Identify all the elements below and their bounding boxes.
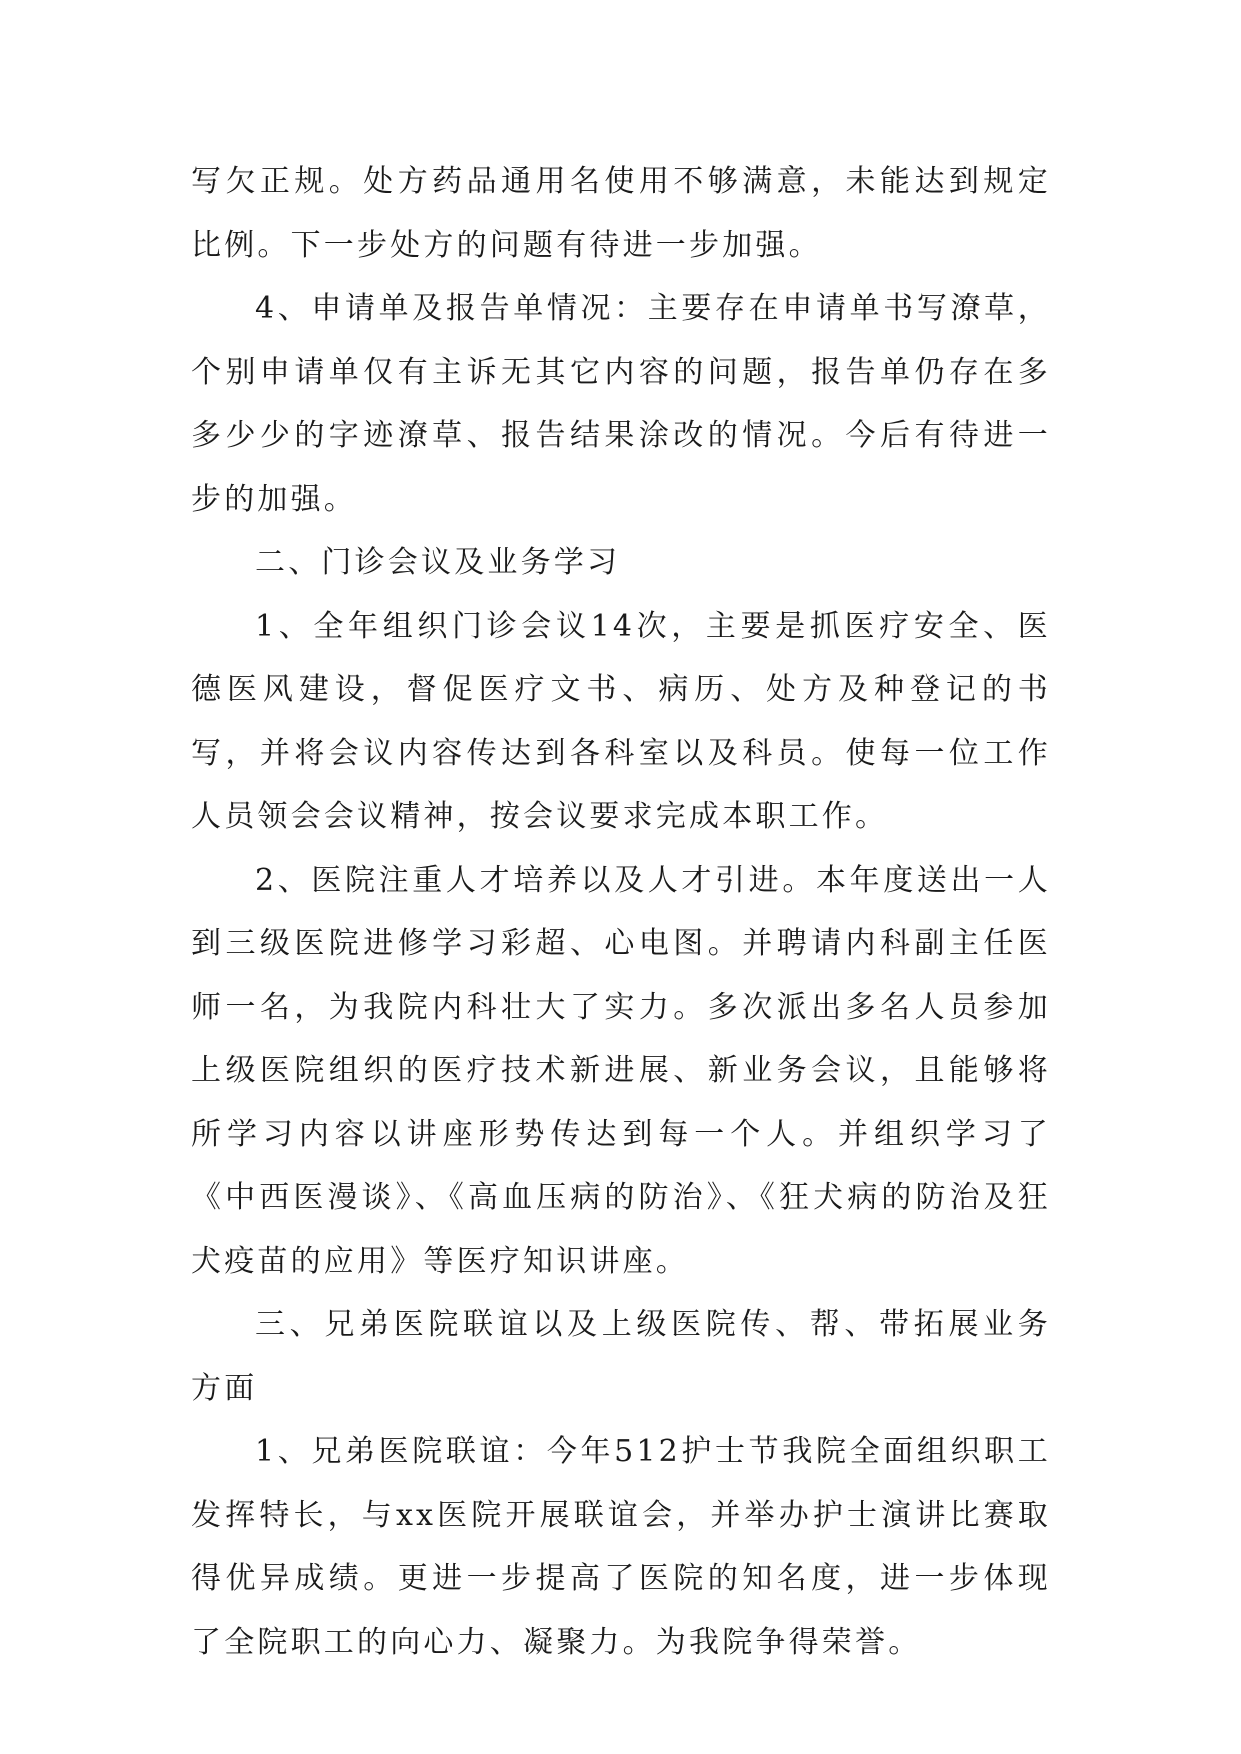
document-body <box>191 150 1051 1674</box>
paragraph-request-report-forms: 4、申请单及报告单情况：主要存在申请单书写潦草，个别申请单仅有主诉无其它内容的问题，报告单仍存在多多少少的字迹潦草、报告结果涂改的情况。今后有待进一步的加强。 <box>191 291 1051 517</box>
section-heading-hospital-fellowship: 三、兄弟医院联谊以及上级医院传、帮、带拓展业务方面 <box>191 1307 1051 1406</box>
section-heading-outpatient-meetings: 二、门诊会议及业务学习 <box>255 545 621 580</box>
paragraph-outpatient-meetings: 1、全年组织门诊会议14次，主要是抓医疗安全、医德医风建设，督促医疗文书、病历、处方及种登记的书写，并将会议内容传达到各科室以及科员。使每一位工作人员领会会议精神，按会议要求完成本职工作。 <box>191 608 1051 834</box>
paragraph-hospital-fellowship: 1、兄弟医院联谊：今年512护士节我院全面组织职工发挥特长，与xx医院开展联谊会，并举办护士演讲比赛取得优异成绩。更进一步提高了医院的知名度，进一步体现了全院职工的向心力、凝聚力。为我院争得荣誉。 <box>191 1434 1051 1660</box>
paragraph-talent-training: 2、医院注重人才培养以及人才引进。本年度送出一人到三级医院进修学习彩超、心电图。并聘请内科副主任医师一名，为我院内科壮大了实力。多次派出多名人员参加上级医院组织的医疗技术新进展、新业务会议，且能够将所学习内容以讲座形势传达到每一个人。并组织学习了《中西医漫谈》、《高血压病的防治》、《狂犬病的防治及狂犬疫苗的应用》等医疗知识讲座。 <box>191 862 1051 1279</box>
paragraph-prescription-continued: 写欠正规。处方药品通用名使用不够满意，未能达到规定比例。下一步处方的问题有待进一步加强。 <box>191 164 1051 263</box>
